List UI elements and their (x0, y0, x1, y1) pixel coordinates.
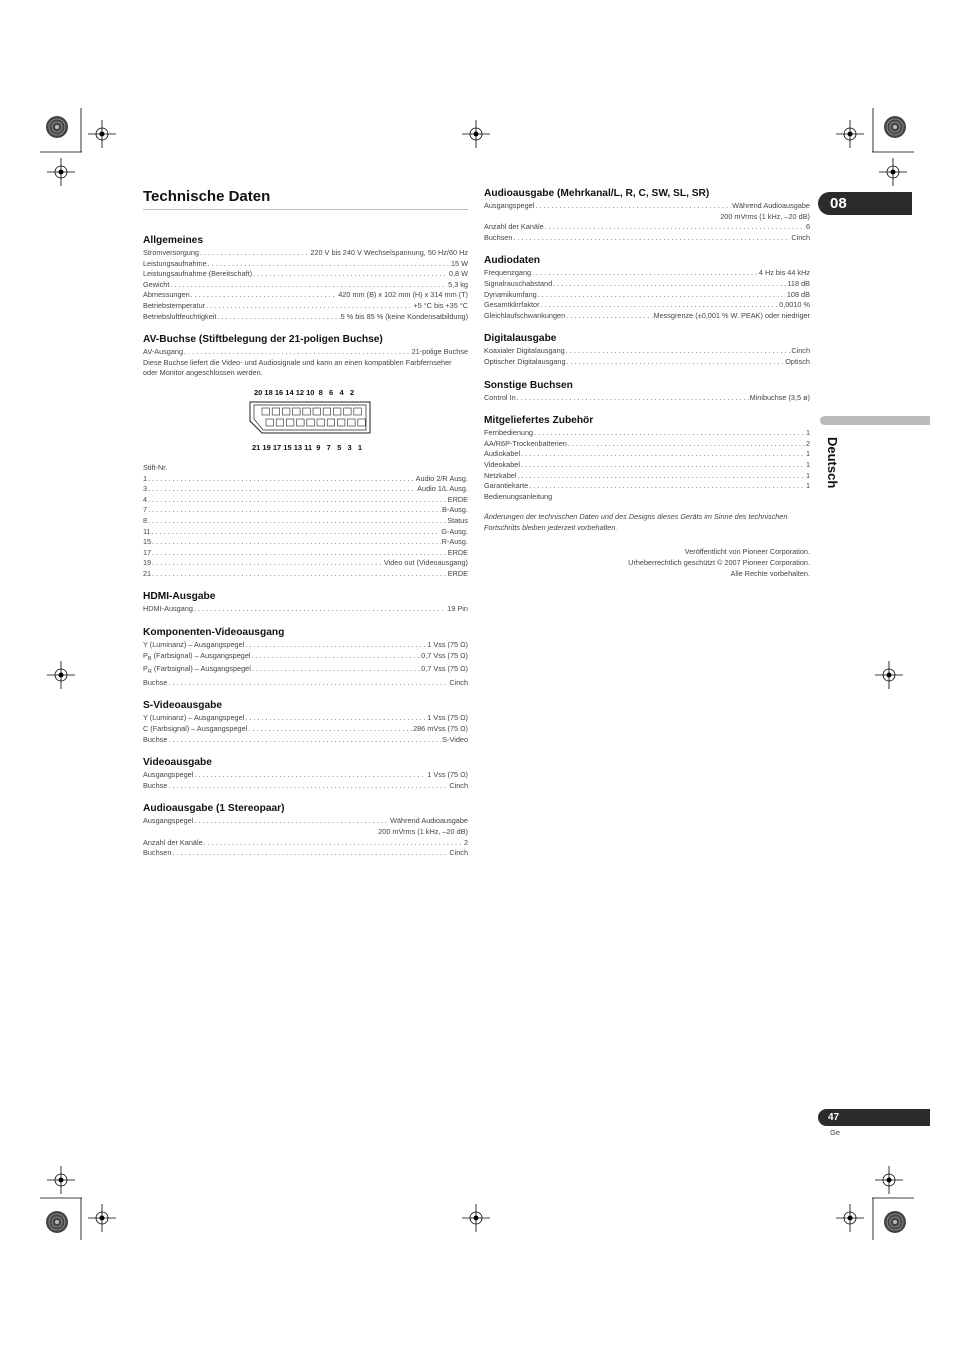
spec-list (143, 770, 468, 791)
spec-row: Buchse . . . Cinch (143, 678, 468, 689)
section-heading: Videoausgabe (143, 757, 212, 769)
section-komponenten (143, 627, 468, 688)
spec-label: 19 (143, 558, 152, 568)
spec-continuation: 200 mVrms (1 kHz, –20 dB) (378, 827, 468, 836)
spec-row (143, 713, 468, 724)
section-heading: Digitalausgabe (484, 333, 557, 345)
spec-row (143, 484, 468, 495)
spec-value: 1 (805, 449, 810, 459)
spec-row (484, 481, 810, 492)
spec-row (484, 300, 810, 311)
spec-value: R-Ausg. (441, 537, 468, 547)
spec-row (143, 248, 468, 259)
accessory-last: Bedienungsanleitung (484, 491, 553, 501)
spec-list (143, 713, 468, 745)
spec-row (484, 290, 810, 301)
section-zubehoer (484, 415, 810, 502)
spec-row (484, 428, 810, 439)
spec-label: Abmessungen (143, 290, 190, 300)
spec-row (143, 781, 468, 792)
spec-label: Leistungsaufnahme (Bereitschaft) (143, 269, 253, 279)
spec-row (484, 346, 810, 357)
spec-row: $P_B$ (Farbsignal) – Ausgangspegel . . . 0,7 Vss (75 Ω) (143, 651, 468, 665)
spec-row: Buchsen . . . Cinch (484, 233, 810, 244)
pin-numbers-bottom: 21 19 17 15 13 11 9 7 5 3 1 (252, 442, 363, 452)
scart-pin (282, 408, 290, 415)
scart-pin (337, 419, 345, 426)
section-allgemeines (143, 235, 468, 322)
spec-row (143, 569, 468, 580)
publisher-line: Urheberrechtlich geschützt © 2007 Pioneer Corporation. (628, 558, 810, 568)
av-description: Diese Buchse liefert die Video- und Audiosignale und kann an einen kompatiblen Farbfernseher oder Monitor angeschlossen werden. (143, 357, 452, 378)
spec-value: Status (447, 515, 468, 525)
chapter-tab: 08 (818, 192, 912, 215)
spec-row (143, 558, 468, 569)
spec-label: Buchse (143, 780, 168, 790)
spec-value: Minibuchse (3,5 ø) (749, 392, 810, 402)
page-language-code: Ge (830, 1128, 841, 1137)
scart-pin (297, 419, 305, 426)
language-tab (816, 437, 846, 497)
spec-value: Audio 1/L Ausg. (417, 484, 468, 494)
spec-row (484, 449, 810, 460)
spec-label: HDMI-Ausgang (143, 604, 193, 614)
spec-label: 8 (143, 515, 148, 525)
spec-value: Optisch (785, 356, 810, 366)
scart-pin (286, 419, 294, 426)
section-audio-multichannel (484, 188, 810, 243)
scart-pin (344, 408, 352, 415)
spec-list (484, 393, 810, 404)
spec-row: Ausgangspegel . . . Während Audioausgabe (143, 816, 468, 827)
scart-pin (293, 408, 301, 415)
spec-value: 5 % bis 85 % (keine Kondensatbildung) (340, 311, 468, 321)
spec-label: Leistungsaufnahme (143, 258, 207, 268)
publisher-line: Alle Rechte vorbehalten. (730, 568, 810, 578)
section-heading: Audioausgabe (1 Stereopaar) (143, 803, 285, 815)
spec-row: Buchsen . . . Cinch (143, 848, 468, 859)
scart-pin (333, 408, 341, 415)
section-heading: Sonstige Buchsen (484, 379, 573, 391)
spec-row (484, 279, 810, 290)
scart-pin (303, 408, 311, 415)
spec-value: S-Video (442, 734, 468, 744)
spec-row: Anzahl der Kanäle . . . 6 (484, 222, 810, 233)
right-column (484, 188, 810, 579)
spec-row: AV-Ausgang . . . 21-polige Buchse (143, 347, 468, 358)
spec-value: Cinch (449, 780, 468, 790)
spec-row (143, 269, 468, 280)
spec-label: 3 (143, 484, 148, 494)
page-number: 47 (818, 1109, 930, 1126)
spec-label: 7 (143, 505, 148, 515)
spec-value: 2 (805, 438, 810, 448)
spec-row (143, 495, 468, 506)
section-s-video (143, 700, 468, 745)
spec-label: Audiokabel (484, 449, 521, 459)
scart-pin (317, 419, 325, 426)
spec-row (143, 474, 468, 485)
page-title: Technische Daten (143, 188, 468, 210)
spec-row: Ausgangspegel . . . Während Audioausgabe (484, 201, 810, 212)
scart-pin (266, 419, 274, 426)
spec-label: Stromversorgung (143, 248, 199, 257)
spec-row (143, 527, 468, 538)
spec-row (484, 471, 810, 482)
spec-row (484, 268, 810, 279)
spec-label: Gleichlaufschwankungen (484, 310, 566, 320)
spec-label: Betriebstemperatur (143, 300, 206, 310)
spec-row (143, 312, 468, 323)
spec-label: 1 (143, 473, 148, 483)
section-heading: Audiodaten (484, 255, 541, 267)
spec-value: 420 mm (B) x 102 mm (H) x 314 mm (T) (338, 290, 468, 300)
section-digital (484, 333, 810, 367)
spec-label: Control In (484, 392, 516, 402)
spec-row (484, 460, 810, 471)
spec-label: Garantiekarte (484, 481, 529, 491)
spec-row (143, 516, 468, 527)
spec-row: $P_R$ (Farbsignal) – Ausgangspegel . . . 0,7 Vss (75 Ω) (143, 664, 468, 678)
spec-value: 0,8 W (448, 269, 468, 279)
spec-value: 118 dB (787, 278, 810, 288)
spec-label: 4 (143, 494, 148, 504)
spec-value: 4 Hz bis 44 kHz (758, 268, 810, 278)
spec-row (143, 301, 468, 312)
spec-value: Video out (Videoausgang) (383, 558, 468, 568)
section-heading: HDMI-Ausgabe (143, 591, 216, 603)
scart-pin (323, 408, 331, 415)
spec-value: ERDE (447, 494, 468, 504)
spec-label: Betriebsluftfeuchtigkeit (143, 311, 217, 321)
section-heading: AV-Buchse (Stiftbelegung der 21-poligen Buchse) (143, 334, 383, 346)
scart-connector-diagram (248, 387, 378, 455)
spec-label: 21 (143, 568, 152, 578)
spec-value: 1 Vss (75 Ω) (427, 770, 468, 780)
section-audio-stereo (143, 803, 468, 858)
spec-value: 286 mVss (75 Ω) (413, 724, 468, 734)
spec-label: Netzkabel (484, 470, 517, 480)
language-tab-bar (820, 416, 930, 425)
pin-numbers-top: 20 18 16 14 12 10 8 6 4 2 (254, 387, 355, 397)
section-heading: Komponenten-Videoausgang (143, 627, 285, 639)
scart-pin (262, 408, 270, 415)
spec-value: Messgrenze (±0,001 % W. PEAK) oder niedriger (653, 310, 810, 320)
section-heading: Audioausgabe (Mehrkanal/L, R, C, SW, SL, SR) (484, 188, 710, 199)
spec-row (143, 280, 468, 291)
spec-value: +5 °C bis +35 °C (413, 300, 468, 310)
spec-value: G-Ausg. (441, 526, 468, 536)
spec-row (143, 259, 468, 270)
left-column (143, 188, 468, 859)
spec-label: Buchse (143, 734, 168, 744)
scart-pin (313, 408, 321, 415)
spec-row: Y (Luminanz) – Ausgangspegel . . . 1 Vss (75 Ω) (143, 640, 468, 651)
spec-row (143, 735, 468, 746)
scart-pin (276, 419, 284, 426)
spec-value: 5,3 kg (448, 279, 468, 289)
spec-label: Signalrauschabstand (484, 278, 553, 288)
spec-label: Y (Luminanz) – Ausgangspegel (143, 713, 245, 723)
spec-label: Frequenzgang (484, 268, 532, 278)
spec-label: 15 (143, 537, 152, 547)
spec-value: 108 dB (786, 289, 810, 299)
spec-value: 1 Vss (75 Ω) (427, 713, 468, 723)
spec-value: B-Ausg. (442, 505, 468, 515)
spec-row: Anzahl der Kanäle . . . 2 (143, 838, 468, 849)
spec-label: 11 (143, 526, 151, 536)
spec-value: ERDE (447, 568, 468, 578)
section-video (143, 757, 468, 791)
scart-pin (354, 408, 362, 415)
section-sonstige (484, 380, 810, 404)
spec-value: 0,0010 % (779, 300, 810, 310)
spec-row (143, 290, 468, 301)
spec-label: Ausgangspegel (143, 770, 194, 780)
section-hdmi (143, 591, 468, 615)
spec-value: 1 (805, 481, 810, 491)
spec-label: AA/R6P-Trockenbatterien (484, 438, 567, 448)
scart-pin (307, 419, 315, 426)
spec-value: 220 V bis 240 V Wechselspannung, 50 Hz/60 Hz (310, 248, 468, 257)
spec-row (484, 357, 810, 368)
spec-label: Optischer Digitalausgang (484, 356, 566, 366)
spec-row (143, 505, 468, 516)
disclaimer-note: Änderungen der technischen Daten und des Designs dieses Geräts im Sinne des technischen Fortschritts bleiben jederzeit vorbehalten. (484, 512, 788, 532)
spec-value: ERDE (447, 547, 468, 557)
spec-label: Gesamtklirrfaktor (484, 300, 540, 310)
section-heading: S-Videoausgabe (143, 700, 223, 712)
spec-continuation: 200 mVrms (1 kHz, –20 dB) (720, 211, 810, 221)
spec-row (143, 604, 468, 615)
spec-label: Koaxialer Digitalausgang (484, 346, 565, 356)
spec-list (484, 268, 810, 321)
spec-label: C (Farbsignal) – Ausgangspegel (143, 724, 248, 734)
spec-label: Videokabel (484, 459, 520, 469)
pin-list (143, 474, 468, 580)
section-heading: Mitgeliefertes Zubehör (484, 415, 594, 427)
language-tab-label: Deutsch (825, 437, 840, 489)
spec-row (484, 311, 810, 322)
spec-list (484, 428, 810, 492)
spec-value: Cinch (791, 346, 810, 356)
section-av-buchse (143, 334, 468, 579)
spec-label: Dynamikumfang (484, 289, 537, 299)
spec-row (143, 537, 468, 548)
scart-pin (348, 419, 356, 426)
spec-value: 1 (805, 428, 810, 438)
scart-pin (272, 408, 280, 415)
spec-value: Audio 2/R Ausg. (415, 473, 468, 483)
spec-value: 15 W (450, 258, 468, 268)
spec-list (143, 604, 468, 615)
spec-list (484, 346, 810, 367)
section-audiodaten (484, 255, 810, 321)
spec-row (484, 393, 810, 404)
spec-value: 1 (805, 470, 810, 480)
spec-value: 1 (805, 459, 810, 469)
publisher-info (484, 547, 810, 579)
spec-value: 19 Pin (447, 604, 468, 614)
scart-pin (358, 419, 366, 426)
section-heading: Allgemeines (143, 235, 204, 246)
spec-label: 17 (143, 547, 152, 557)
spec-row (484, 439, 810, 450)
spec-label: Gewicht (143, 279, 170, 289)
scart-pin (327, 419, 335, 426)
spec-row (143, 770, 468, 781)
spec-list (143, 248, 468, 322)
spec-label: Fernbedienung (484, 428, 534, 438)
spec-row (143, 548, 468, 559)
publisher-line: Veröffentlicht von Pioneer Corporation. (684, 547, 810, 557)
pin-header: Stift-Nr. (143, 462, 168, 472)
spec-row (143, 724, 468, 735)
